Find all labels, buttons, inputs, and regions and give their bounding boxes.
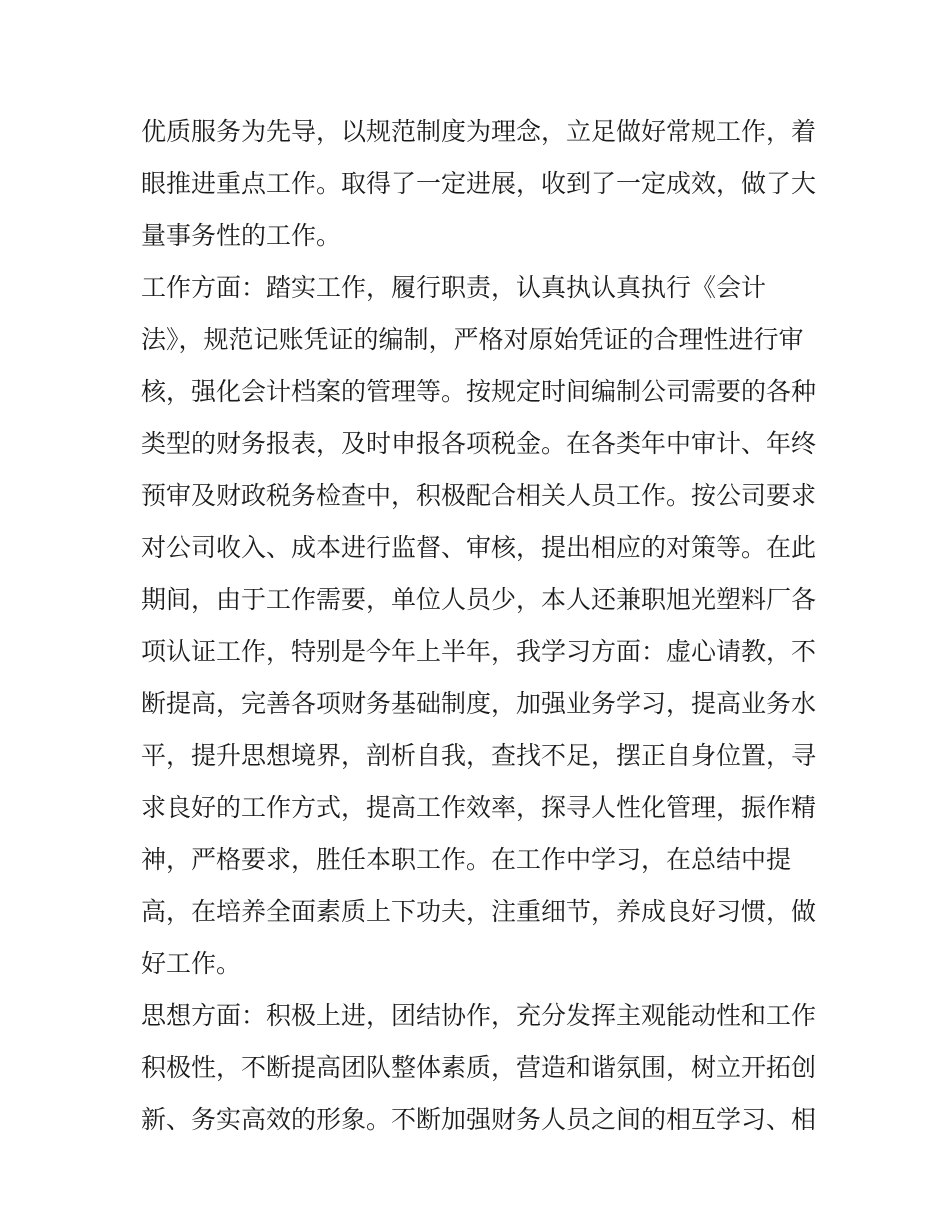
- text-line: 工作方面：踏实工作，履行职责，认真执认真执行《会计: [141, 273, 767, 302]
- text-line: 高，在培养全面素质上下功夫，注重细节，养成良好习惯，做: [141, 897, 817, 926]
- text-line: 积极性，不断提高团队整体素质，营造和谐氛围，树立开拓创: [141, 1053, 817, 1082]
- text-line: 断提高，完善各项财务基础制度，加强业务学习，提高业务水: [141, 689, 817, 718]
- text-line: 好工作。: [141, 949, 242, 978]
- text-line: 眼推进重点工作。取得了一定进展，收到了一定成效，做了大: [141, 169, 817, 198]
- text-line: 核，强化会计档案的管理等。按规定时间编制公司需要的各种: [141, 377, 817, 406]
- text-line: 法》，规范记账凭证的编制，严格对原始凭证的合理性进行审: [141, 325, 804, 354]
- text-line: 类型的财务报表，及时申报各项税金。在各类年中审计、年终: [141, 429, 817, 458]
- body-text: [141, 106, 821, 1146]
- text-line: 量事务性的工作。: [141, 221, 342, 250]
- text-line: 思想方面：积极上进，团结协作，充分发挥主观能动性和工作: [141, 1001, 817, 1030]
- text-line: 优质服务为先导，以规范制度为理念，立足做好常规工作，着: [141, 117, 817, 146]
- text-line: 平，提升思想境界，剖析自我，查找不足，摆正自身位置，寻: [141, 741, 817, 770]
- text-line: 新、务实高效的形象。不断加强财务人员之间的相互学习、相: [141, 1105, 817, 1134]
- text-line: 求良好的工作方式，提高工作效率，探寻人性化管理，振作精: [141, 793, 817, 822]
- text-line: 对公司收入、成本进行监督、审核，提出相应的对策等。在此: [141, 533, 817, 562]
- text-line: 神，严格要求，胜任本职工作。在工作中学习，在总结中提: [141, 845, 792, 874]
- text-line: 项认证工作，特别是今年上半年，我学习方面：虚心请教，不: [141, 637, 817, 666]
- text-line: 预审及财政税务检查中，积极配合相关人员工作。按公司要求: [141, 481, 817, 510]
- text-line: 期间，由于工作需要，单位人员少，本人还兼职旭光塑料厂各: [141, 585, 817, 614]
